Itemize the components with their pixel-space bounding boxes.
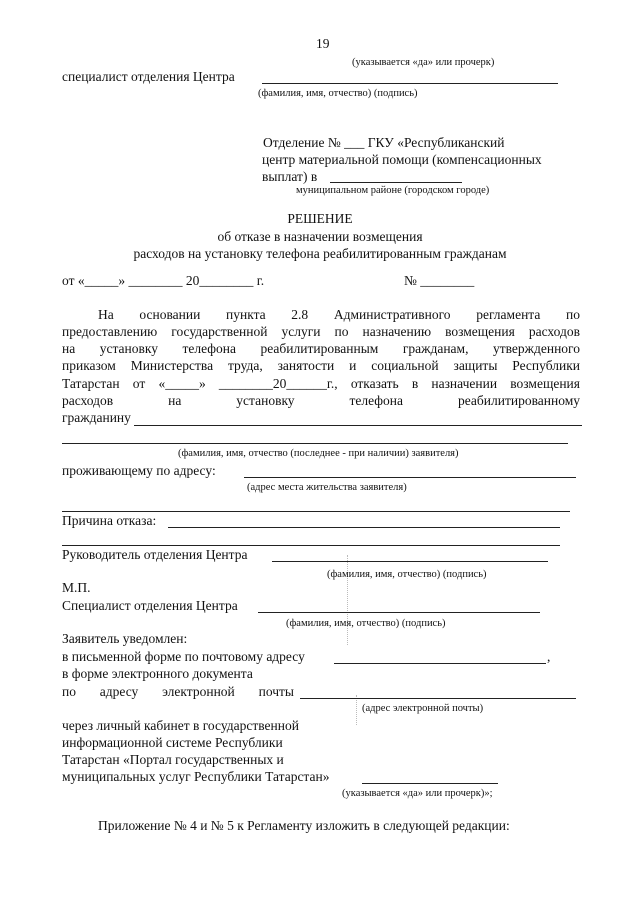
- decision-subtitle-1: об отказе в назначении возмещения: [217, 229, 423, 244]
- specialist-bottom-line: [258, 612, 540, 613]
- citizen-name-line-2: [62, 443, 568, 444]
- decision-number: № ________: [404, 273, 475, 288]
- specialist-line: [262, 83, 558, 84]
- body-line-1: На основании пункта 2.8 Административного регламента по: [98, 307, 580, 322]
- head-note: (фамилия, имя, отчество) (подпись): [327, 569, 487, 580]
- address-note: (адрес места жительства заявителя): [247, 482, 407, 493]
- cabinet-line-3: Татарстан «Портал государственных и: [62, 752, 284, 767]
- body-line-6: расходов на установку телефона реабилитированному: [62, 393, 580, 408]
- cabinet-line-1: через личный кабинет в государственной: [62, 718, 299, 733]
- refusal-reason-label: Причина отказа:: [62, 513, 157, 528]
- district-line: [330, 182, 462, 183]
- appendix-instruction: Приложение № 4 и № 5 к Регламенту изложить в следующей редакции:: [98, 818, 510, 833]
- body-line-5: Татарстан от «_____» ________20______г., отказать в назначении возмещения: [62, 376, 580, 391]
- addressee-line-1: Отделение № ___ ГКУ «Республиканский: [263, 135, 505, 150]
- specialist-label: специалист отделения Центра: [62, 69, 235, 84]
- address-line: [244, 477, 576, 478]
- body-line-7: гражданину: [62, 410, 131, 425]
- scan-fold-mark: [356, 695, 357, 725]
- yes-or-dash-note: (указывается «да» или прочерк): [352, 57, 495, 68]
- notified-postal: в письменной форме по почтовому адресу: [62, 649, 305, 664]
- refusal-reason-line-2: [62, 545, 560, 546]
- refusal-reason-line: [168, 527, 560, 528]
- postal-line: [334, 663, 546, 664]
- decision-title: РЕШЕНИЕ: [287, 211, 353, 226]
- addressee-line-2: центр материальной помощи (компенсационных: [262, 152, 542, 167]
- body-line-3: на установку телефона реабилитированным гражданам, утвержденного: [62, 341, 580, 356]
- specialist-bottom-label: Специалист отделения Центра: [62, 598, 238, 613]
- email-note: (адрес электронной почты): [362, 703, 484, 714]
- email-line: [300, 698, 576, 699]
- cabinet-yes-note: (указывается «да» или прочерк)»;: [342, 788, 493, 799]
- notified-electronic: в форме электронного документа: [62, 666, 253, 681]
- cabinet-line-2: информационной системе Республики: [62, 735, 283, 750]
- fio-note: (фамилия, имя, отчество (последнее - при наличии) заявителя): [178, 448, 459, 459]
- name-sign-note: (фамилия, имя, отчество) (подпись): [258, 88, 418, 99]
- cabinet-line: [362, 783, 498, 784]
- head-line: [272, 561, 548, 562]
- district-note: муниципальном районе (городском городе): [296, 185, 490, 196]
- postal-comma: ,: [547, 649, 551, 664]
- notified-title: Заявитель уведомлен:: [62, 631, 188, 646]
- residing-label: проживающему по адресу:: [62, 463, 216, 478]
- decision-subtitle-2: расходов на установку телефона реабилитированным гражданам: [133, 246, 507, 261]
- citizen-name-line: [134, 425, 582, 426]
- body-line-2: предоставлению государственной услуги по назначению возмещения расходов: [62, 324, 580, 339]
- notified-email: по адресу электронной почты: [62, 684, 294, 699]
- head-label: Руководитель отделения Центра: [62, 547, 248, 562]
- specialist-bottom-note: (фамилия, имя, отчество) (подпись): [286, 618, 446, 629]
- address-line-2: [62, 511, 570, 512]
- cabinet-line-4: муниципальных услуг Республики Татарстан»: [62, 769, 330, 784]
- addressee-line-3: выплат) в: [262, 169, 318, 184]
- decision-date: от «_____» ________ 20________ г.: [62, 273, 265, 288]
- stamp-mark: М.П.: [62, 580, 91, 595]
- body-line-4: приказом Министерства труда, занятости и социальной защиты Республики: [62, 358, 580, 373]
- page-number: 19: [316, 36, 330, 51]
